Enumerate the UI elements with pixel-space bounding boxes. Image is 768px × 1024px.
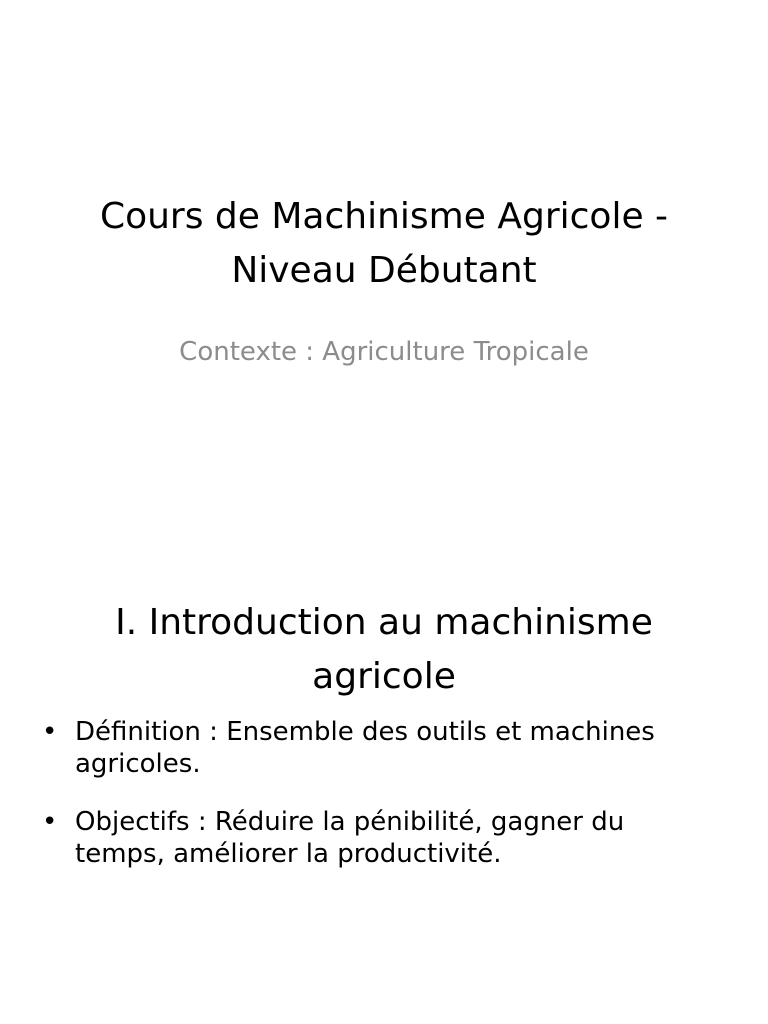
bullet-item-objectives [38,806,718,870]
bullet-text: Objectifs : Réduire la pénibilité, gagner du temps, améliorer la productivité. [75,807,625,869]
slide-subtitle: Contexte : Agriculture Tropicale [179,337,589,367]
bullet-item-definition [38,716,718,780]
bullet-text: Définition : Ensemble des outils et machines agricoles. [75,717,655,779]
bullet-icon: • [42,717,58,747]
section-heading: I. Introduction au machinisme agricole [115,602,653,697]
bullet-list [38,716,718,896]
bullet-icon: • [42,807,58,837]
slide-title-heading: Cours de Machinisme Agricole - Niveau Débutant [99,196,669,291]
slide-introduction [0,512,768,1024]
